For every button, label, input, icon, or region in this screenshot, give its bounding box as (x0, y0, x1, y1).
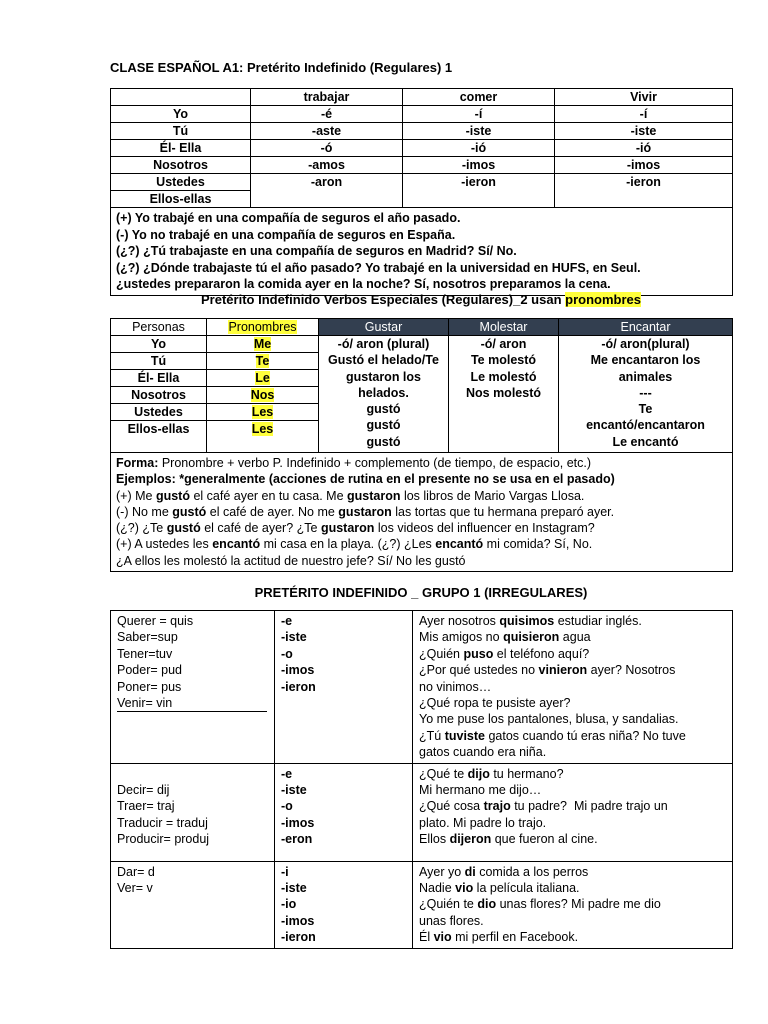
person-cell: Él- Ella (111, 140, 251, 157)
document-title: CLASE ESPAÑOL A1: Pretérito Indefinido (Regulares) 1 (110, 60, 453, 75)
irregular-verbs-table (110, 610, 733, 949)
gustar-cell: -ó/ aron (plural) Gustó el helado/Te gustaron los helados. gustó gustó gustó (319, 336, 449, 453)
examples-cell: Ayer yo di comida a los perros Nadie vio la película italiana. ¿Quién te dio unas flores? Mi padre me dio unas flores. Él vio mi perfil en Facebook. (413, 861, 733, 948)
verb-header: Vivir (555, 89, 733, 106)
ending-cell: -iste (403, 123, 555, 140)
person-cell: Nosotros (111, 387, 207, 404)
person-cell: Nosotros (111, 157, 251, 174)
highlighted-word: pronombres (565, 292, 641, 307)
stems-cell: Dar= d Ver= v (111, 861, 275, 948)
examples-row (111, 208, 733, 296)
stems-cell: Querer = quis Saber=sup Tener=tuv Poder= pud Poner= pus Venir= vin (111, 611, 275, 764)
table-row (111, 611, 733, 764)
person-cell: Ustedes (111, 404, 207, 421)
ending-cell: -amos (251, 157, 403, 174)
endings-cell: -e -iste -o -imos -ieron (275, 611, 413, 764)
ending-cell: -aste (251, 123, 403, 140)
pronoun-cell: Les (207, 404, 319, 421)
special-verbs-table (110, 318, 733, 572)
pronoun-cell: Me (207, 336, 319, 353)
ending-cell: -é (251, 106, 403, 123)
encantar-cell: -ó/ aron(plural) Me encantaron los animales --- Te encantó/encantaron Le encantó (559, 336, 733, 453)
example-line: (+) Me gustó el café ayer en tu casa. Me gustaron los libros de Mario Vargas Llosa. (116, 488, 585, 503)
ending-cell: -imos (403, 157, 555, 174)
table-row (111, 157, 733, 174)
example-line: (+) Yo trabajé en una compañía de seguros el año pasado. (116, 211, 461, 225)
person-cell: Él- Ella (111, 370, 207, 387)
person-cell: Yo (111, 106, 251, 123)
verb-header: comer (403, 89, 555, 106)
ending-cell: -í (403, 106, 555, 123)
person-cell: Yo (111, 336, 207, 353)
example-line: (-) Yo no trabajé en una compañía de seguros en España. (116, 227, 456, 242)
table-row (111, 763, 733, 861)
table-row (111, 123, 733, 140)
ending-cell: -í (555, 106, 733, 123)
verb-header: trabajar (251, 89, 403, 106)
table-row (111, 861, 733, 948)
column-header: Personas (111, 319, 207, 336)
examples-cell: ¿Qué te dijo tu hermano? Mi hermano me dijo… ¿Qué cosa trajo tu padre? Mi padre trajo un plato. Mi padre lo trajo. Ellos dijeron que fueron al cine. (413, 763, 733, 861)
example-line: (¿?) ¿Tú trabajaste en una compañía de seguros en Madrid? Sí/ No. (116, 244, 517, 258)
ending-cell: -aron (251, 174, 403, 208)
example-line: (¿?) ¿Dónde trabajaste tú el año pasado? Yo trabajé en la universidad en HUFS, en Seul. (116, 260, 641, 275)
examples-cell (111, 208, 733, 296)
ending-cell: -ió (403, 140, 555, 157)
person-cell: Ellos-ellas (111, 191, 251, 208)
column-header: Pronombres (207, 319, 319, 336)
ending-cell: -imos (555, 157, 733, 174)
section-title-especiales: Pretérito Indefinido Verbos Especiales (Regulares)_2 usan pronombres (201, 292, 641, 307)
forma-row (111, 453, 733, 572)
person-cell: Tú (111, 353, 207, 370)
endings-cell: -e -iste -o -imos -eron (275, 763, 413, 861)
ending-cell: -ó (251, 140, 403, 157)
example-line: (-) No me gustó el café de ayer. No me gustaron las tortas que tu hermana preparó ayer. (116, 504, 615, 519)
regular-conjugation-table (110, 88, 733, 296)
column-header: Gustar (319, 319, 449, 336)
table-row (111, 140, 733, 157)
molestar-cell: -ó/ aron Te molestó Le molestó Nos molestó (449, 336, 559, 453)
ending-cell: -iste (555, 123, 733, 140)
pronoun-cell: Te (207, 353, 319, 370)
examples-cell: Ayer nosotros quisimos estudiar inglés. Mis amigos no quisieron agua ¿Quién puso el teléfono aquí? ¿Por qué ustedes no vinieron ayer? Nosotros no vinimos… ¿Qué ropa te pusiste ayer? Yo me puse los pantalones, blusa, y sandalias. ¿Tú tuviste gatos cuando tú eras niña? No tuve gatos cuando era niña. (413, 611, 733, 764)
table-header-row (111, 319, 733, 336)
column-header: Encantar (559, 319, 733, 336)
table-row (111, 174, 733, 191)
pronoun-cell: Le (207, 370, 319, 387)
example-line: ¿ustedes prepararon la comida ayer en la noche? Sí, nosotros preparamos la cena. (116, 277, 611, 291)
forma-cell: Forma: Pronombre + verbo P. Indefinido + complemento (de tiempo, de espacio, etc.) Ejemplos: *generalmente (acciones de rutina en el presente no se usa en el pasado) (+) Me gustó el café ayer en tu casa. Me gustaron los libros de Mario Vargas Llosa. (-) No me gustó el café de ayer. No me gustaron las tortas que tu hermana preparó ayer. (¿?) ¿Te gustó el café de ayer? ¿Te gustaron los videos del influencer en Instagram? (+) A ustedes les encantó mi casa en la playa. (¿?) ¿Les encantó mi comida? Sí, No. ¿A ellos les molestó la actitud de nuestro jefe? Sí/ No les gustó (111, 453, 733, 572)
stems-cell: Decir= dij Traer= traj Traducir = traduj Producir= produj (111, 763, 275, 861)
ending-cell: -ieron (403, 174, 555, 208)
person-cell: Ellos-ellas (111, 421, 207, 453)
section-title-irregulares: PRETÉRITO INDEFINIDO _ GRUPO 1 (IRREGULARES) (254, 585, 588, 600)
table-row (111, 336, 733, 353)
person-cell: Ustedes (111, 174, 251, 191)
ending-cell: -ieron (555, 174, 733, 208)
person-cell: Tú (111, 123, 251, 140)
example-line: ¿A ellos les molestó la actitud de nuestro jefe? Sí/ No les gustó (116, 553, 466, 568)
table-header-row (111, 89, 733, 106)
pronoun-cell: Les (207, 421, 319, 453)
ending-cell: -ió (555, 140, 733, 157)
example-line: (+) A ustedes les encantó mi casa en la playa. (¿?) ¿Les encantó mi comida? Sí, No. (116, 537, 593, 552)
column-header: Molestar (449, 319, 559, 336)
pronoun-cell: Nos (207, 387, 319, 404)
table-row (111, 106, 733, 123)
endings-cell: -i -iste -io -imos -ieron (275, 861, 413, 948)
example-line: (¿?) ¿Te gustó el café de ayer? ¿Te gustaron los videos del influencer en Instagram? (116, 521, 595, 536)
